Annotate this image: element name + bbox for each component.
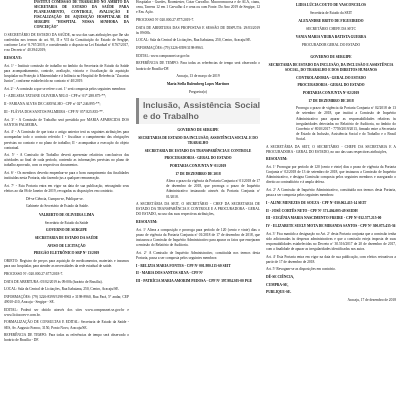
ementa-paragraph: Prorroga o prazo de vigência da Portaria Conjunta nº 02/2018 de 13 de setembro de 2018, que institui a Comissão de Inquérito Administrativo para apurar as responsabilidades relativas às irregularidades detectadas no Relatório de Auditoria, no âmbito do Convênio nº 8010/2017 - 7759/2019/2013, firmado entre a Secretaria de Estado da Inclusão, Assistência Social e do Trabalho e o Brasil Social. [296,106,396,141]
article-6: Art. 6º - Os membros deverão empenhar-se para o bom cumprimento das finalidades instituídas nesta Portaria, não fazendo jus a qualquer remuneração. [4,171,129,181]
tel-line: INFORMAÇÕES: (79) 3226-8399/3198-8963. [136,46,204,51]
member-3: III - PATRÍCIA MARIA AMORIM PEDOSA - CPF Nº 397.984.305-00 PGE [136,278,253,283]
closing-line: Dê-se Ciência, Cumpra-se, Publique-se. [26,196,84,201]
controladoria-heading: CONTROLADORIA - GERAL DO ESTADO [296,75,366,80]
ref-line: REFERÊNCIA DE TEMPO: Para todas as referências de tempo será observado o horário de Brasília - DF. [4,333,129,343]
member-1: I - BELIZIA MARIA FONTES - CPF Nº 001.980.115-60 SEIT [136,263,231,268]
gov-heading: GOVERNO DE SERGIPE [310,55,352,60]
article-7: Art. 7º - Esta Portaria entra em vigor na data de sua publicação, retroagindo seus efeitos ao dia 06 de Janeiro de 2019, revogadas as disposições em contrário. [4,183,129,194]
considering-paragraph: A SECRETÁRIA DA SEIT, O SECRETÁRIO - CHEFE DA SECRETARIA E A PROCURADORA - GERAL DO ESTADO, no uso das suas respectivas atribuições, [266,144,396,154]
ref-line: REFERÊNCIA DE TEMPO: Para todas as referências de tempo será observado o horário de Brasília-DF. [136,61,260,71]
data-line: DATA DE ABERTURA DAS PROPOSTAS E SESSÃO DE DISPUTA: 29/03/2019 às 09:00h. [136,25,260,35]
portaria-title: PORTARIA CONJUNTA Nº 02/2019 [302,91,360,95]
article-3: Art. 3º - A Comissão de Trabalho será presidida por MARIA APARECIDA DOS SANTOS PALMEIRA. [4,117,129,127]
pge-heading: PROCURADORIA - GERAL DO ESTADO [297,83,365,88]
intro-paragraph: O SECRETÁRIO DE ESTADO DA SAÚDE, no uso das suas atribuições que lhe são conferidas nos termos do art. 90, II e VII da Constituição do Estado de Sergipe, conforme Lei nº 8.767/2019, e considerando o disposto na Lei Estadual nº 8.767/2017, e no Decreto nº 40.394/2019; [4,33,129,53]
ciencia-line: DÊ-SE CIÊNCIA, [266,275,294,280]
article-1: Art. 1º Prorrogar por período de 120 (cento e vinte) dias o prazo de vigência da Portaria Conjunta nº 02/2018 de 13 de setembro de 2018, que instaurou a Comissão de Inquérito Administrativo, e designa Comissão composta pelos seguintes membros e assegurado o direito ao contraditório e à ampla defesa. [266,165,396,185]
article-1: Art. 1º - Instituir comissão de trabalho no âmbito da Secretaria de Estado da Saúde para acompanhamento, controle, avaliação, vistoria e fiscalização da aquisição hospitalar na Proteção à Maternidade e à Infância no Hospital de Referência "Zacarias Junior", conforme estabelecido no contrato nº 40/2019. [4,63,129,84]
portaria-heading: INSTITUI COMISSÃO DE TRABALHO NO ÂMBITO DA SECRETARIA DE ESTADO DA SAÚDE PARA PLANEJAMENTO, CONTROLE, AVALIAÇÃO E FISCALIZAÇÃO DE AQUISIÇÃO HOSPITALAR DE SERGIPE "HOSPITAL NOSSA SENHORA DA CONCEIÇÃO" [34,0,129,30]
section-banner: Inclusão, Assistência Social e do Trabalho [136,98,260,124]
column-3 [266,0,396,306]
signer-name: VALBERTO DE OLIVEIRA LIMA [39,212,94,217]
article-2: Art. 2º A Comissão de Inquérito Administrativo, constituída nos termos desta Portaria, passa a ser composta pelos seguintes membros: [266,188,396,198]
secretaria-heading-2: SECRETARIA DE ESTADO DA TRANSPARÊNCIA E CONTROLE [144,148,252,153]
portaria-title: PORTARIA CONJUNTA Nº 01/2019 [169,163,227,168]
column-2 [136,0,260,287]
member-1: I - ALINE MENEZES DE SOUZA - CPF Nº 030.062.415-14 SEIT [266,200,367,205]
signer-role: Pregoeira(o) [189,90,207,95]
resolve-label: RESOLVE: [4,56,23,61]
info-line: INFORMAÇÕES: (79) 3226-8399/3198-8963 e 3198-8960, Rua Pará, 5° andar, CEP 49010-410, Aracaju - Sergipe - SE. [4,294,129,304]
article-2: Art. 2º A Comissão de Inquérito Administrativo, constituída nos termos desta Portaria, passa a ser composta pelos seguintes membros: [136,250,260,260]
considering-paragraph: A SECRETÁRIA DA SEIT, O SECRETÁRIO - CHEF DA SECRETARIA DE ESTADO DA TRANSPARÊNCIA E CONTROLE E A PROCURADORA - GERAL DO ESTADO, no uso das suas respectivas atribuições, [136,202,260,217]
signer-3-name: VANIA MARIA VIEIRA BATISTA GUERRA [295,35,367,40]
objeto-paragraph: OBJETO: Registro de preços para aquisição de medicamentos, materiais e insumos para uso hospitalar, para atender as necessidades da rede estadual de saúde. [4,259,129,269]
processo-line: PROCESSO Nº 020.000.27.877/2019-7. [136,17,195,22]
member-2: II - MARIA DOS SANTOS SILVA - CPF Nº [136,271,204,276]
article-4: Art. 4º - A Comissão de que trata o artigo anterior terá as seguintes atribuições para acompanhar todo o contrato referido: I - fiscalizar o cumprimento das obrigações previstas no contrato e no plano de trabalho; II - acompanhar a execução do objeto contratual. [4,130,129,150]
ementa-paragraph: Altera o prazo da vigência da Portaria Conjunta nº 01/2018 de 17 de dezembro de 2018, que prorroga o prazo de Inquérito Administrativo instaurado através da Portaria Conjunta nº 01/2018. [166,179,260,199]
top-paragraph: Hospitalar - Guedes, Roomiester, Cotar Carvalho. Mucoromucosa e de ALA, cianu, cena, Tarrens 12 em 1 Carvalho 4 e cena ou com Fonte. Do Ano 2019 de Sergipe, 12 e Em. Ação. [136,0,260,15]
signer-1-role: Secretária de Estado da SEIT [309,11,353,16]
member-4: IV - ELIZABETE SUELY MOTA DE MIRANDA SANTOS - CPF Nº 300.075.435-36 [266,223,396,228]
pregao-heading: PREGÃO ELETRÔNICO SRP Nº 13/2019 [33,251,100,256]
signer-3-role: PROCURADOR GERAL DO ESTADO [301,43,361,48]
signer-2-name: ALEXANDRE BRITO DE FIGUEIREDO [298,19,364,24]
gov-heading: GOVERNO DE SERGIPE [45,228,88,233]
member-2: II - FABIANA ALVES DE CARVALHO - CPF nº 02*.246.895-**; [4,102,101,107]
member-2: II - JOSÉ CORTÊS NETO - CPF Nº 371.404.005-49 SEIDH [266,208,358,213]
pge-heading: PROCURADORIA - GERAL DO ESTADO [164,156,232,161]
resolve-label: RESOLVEM: [266,157,288,162]
portaria-date: 17 DE DEZEMBRO DE 2018 [308,98,354,103]
resolve-label: RESOLVEM: [136,220,158,225]
article-3: Art. 3º Fica mantido a designação no Art. 2º desta Portaria conjunta que a comissão tenha sido adicionadas às despesas administrativas e que a comissão esteja imposta de suas responsabilidades estabelecidas no Decreto nº 30.516/2017 de 20 de dezembro de 2017, com a finalidade de apurar as irregularidades identificadas nos autos. [266,231,396,251]
secretaria-heading: SECRETARIA DE ESTADO DA INCLUSÃO, DA INCLUSÃO E ASSISTÊNCIA SOCIAL, DO TRABALHO E DOS DIREITOS HUMANOS [268,62,394,72]
article-4: Art. 4º Esta Portaria entra em vigor na data de sua publicação, com efeitos retroativos a partir de 17 de dezembro de 2018. [266,254,396,264]
place-line: Gabinete do Secretário de Estado da Saúde. [26,204,89,209]
signer-2-role: SECRETÁRIO CHEFE DA SETC [305,27,357,32]
edital-line: EDITAL: www.comprasnet.se.gov.br. [136,53,191,58]
portaria-date: 17 DE DEZEMBRO DE 2018 [175,171,221,176]
local-line: LOCAL: Sala da Central de Licitações, Rua Itabaiana, 250, Centro, Aracaju/SE. [136,38,252,43]
column-1 [4,0,129,346]
aviso-heading: AVISO DE LICITAÇÃO [47,243,86,248]
cumpra-line: CUMPRA-SE, [266,282,289,287]
article-5: Art. 5º - A Comissão de Trabalho deverá apresentar relatórios conclusivos das atividades ao final de cada período, contendo as informações previstas no plano de trabalho aprovado, com os respectivos documentos. [4,153,129,168]
member-3: III - EUGÊNIA MARIA NASCIMENTO FREIRE - CPF Nº 032.577.215-00 [266,216,382,221]
processo-line: PROCESSO Nº: 020.000.27.677/2018-7. [4,271,64,276]
gov-heading: GOVERNO DE SERGIPE [177,128,219,133]
signer-role: Secretário de Estado da Saúde [44,220,89,225]
signer-1-name: LIDIA LÚCIA COUTO DE VASCONCELOS [295,3,367,7]
edital-line: EDITAL: Poderá ser obtido através dos sites www.comprasnet.se.gov.br e www.licitacoes-e.com.br. [4,307,129,317]
secretaria-heading: SECRETARIA DE ESTADO DA SAÚDE [34,235,99,240]
publique-line: PUBLIQUE-SE. [266,290,292,295]
member-1: I - ADILSEIA TATIANE OLIVEIRA NELO - CPF nº 01*.288.875-**; [4,94,107,99]
member-3: III - FLÁVIA DOS SANTOS PALMEIRA - CPF Nº 05*.825.835-**. [4,109,104,114]
secretaria-heading: SECRETARIA DE ESTADO DA INCLUSÃO, ASSISTÊNCIA SOCIAL E DO TRABALHO [138,135,258,145]
article-2: Art. 2º - A comissão a que se refere o art. 1º será composta pelos seguintes membros: [4,86,127,91]
fiscal-line: FORMALIZAÇÃO DE CONSULTAS E EDITAL: Secretaria de Estado da Saúde - SES, Av. Augusto Franco, 3150, Ponto Novo, Aracaju/SE. [4,320,129,330]
date-line: Aracaju, 13 de março de 2019 [176,74,220,79]
article-1: Art. 1º Altera a composição e prorroga para período de 120 (cento e vinte) dias o prazo de vigência da Portaria Conjunta nº 01/2018 de 17 de dezembro de 2018, que instaurou a Comissão de Inquérito Administrativo para apurar os fatos que ensejaram a emissão do Relatório de Auditoria. [136,227,260,248]
local-line: LOCAL: Sala da Central de Licitações, Rua Itabaiana, 250, Centro, Aracaju/SE. [4,287,120,292]
article-5: Art. 5º Revogam-se as disposições em contrário. [266,267,336,272]
date-line: Aracaju, 17 de dezembro de 2018 [347,298,396,303]
data-line: DATA DE ABERTURA: 05/02/2019 às 09:00h (horário de Brasília). [4,279,103,284]
signer-name: Maria Stella Rulemberg Lopes Martinez [166,82,230,87]
